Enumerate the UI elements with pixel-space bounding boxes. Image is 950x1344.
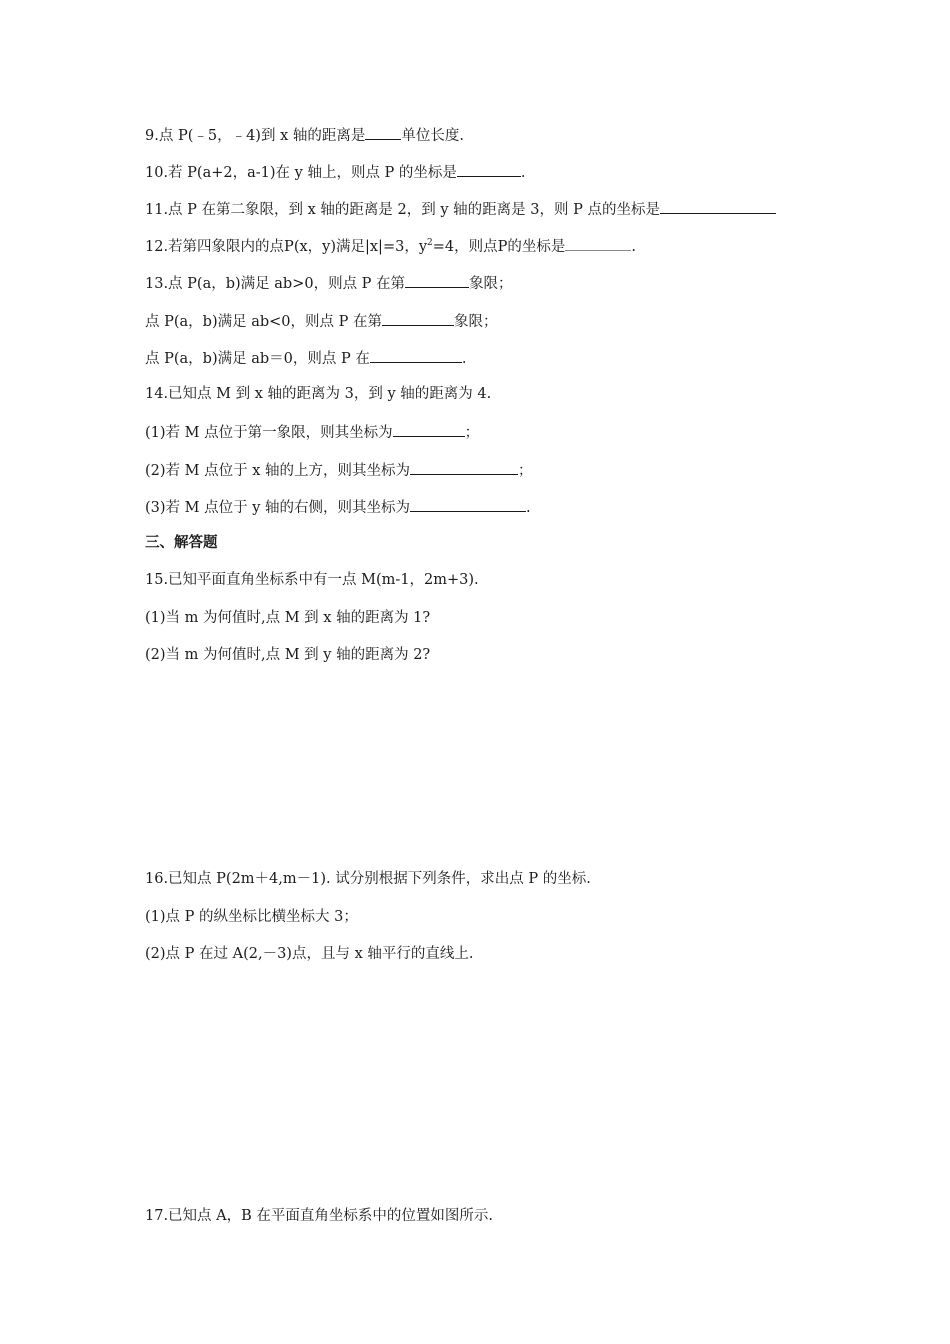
question-11-text: 11.点 P 在第二象限，到 x 轴的距离是 2，到 y 轴的距离是 3，则 P 点的坐标是: [145, 202, 660, 218]
question-14-part-1: [145, 421, 479, 443]
question-15-part-2: (2)当 m 为何值时,点 M 到 y 轴的距离为 2?: [145, 647, 431, 663]
question-15: 15.已知平面直角坐标系中有一点 M(m-1，2m+3).: [145, 572, 479, 588]
question-12-text: 12.若第四象限内的点P(x，y)满足|x|=3，y: [145, 239, 428, 255]
question-13c-suffix: .: [461, 351, 467, 367]
answer-blank[interactable]: [370, 347, 462, 363]
question-14-3-suffix: .: [526, 500, 531, 516]
question-10-text: 10.若 P(a+2，a-1)在 y 轴上，则点 P 的坐标是: [145, 165, 457, 181]
question-14-part-3: [145, 496, 531, 518]
question-11: [145, 198, 776, 220]
answer-blank[interactable]: [405, 272, 469, 288]
question-9: [145, 124, 464, 146]
question-14-part-2: [145, 459, 533, 481]
question-13: [145, 272, 513, 294]
question-14-1-text: (1)若 M 点位于第一象限，则其坐标为: [145, 425, 393, 441]
question-12: [145, 235, 636, 257]
question-13-text: 13.点 P(a，b)满足 ab>0，则点 P 在第: [145, 276, 406, 292]
question-13b-text: 点 P(a，b)满足 ab<0，则点 P 在第: [145, 314, 382, 330]
answer-blank[interactable]: [457, 161, 521, 177]
answer-blank[interactable]: [660, 198, 776, 214]
question-13b-suffix: 象限；: [454, 314, 498, 330]
question-14-2-suffix: ；: [518, 463, 533, 479]
question-14: [145, 384, 491, 404]
question-15-part-1: (1)当 m 为何值时,点 M 到 x 轴的距离为 1?: [145, 610, 431, 626]
answer-blank[interactable]: [565, 235, 631, 251]
question-9-suffix: 单位长度.: [401, 128, 464, 144]
question-16-part-1: (1)点 P 的纵坐标比横坐标大 3；: [145, 909, 358, 925]
answer-blank[interactable]: [410, 496, 526, 512]
question-10: [145, 161, 526, 183]
answer-blank[interactable]: [410, 459, 518, 475]
answer-blank[interactable]: [382, 310, 454, 326]
question-14-text: 14.已知点 M 到 x 轴的距离为 3，到 y 轴的距离为 4.: [145, 386, 492, 402]
question-13c: [145, 347, 466, 369]
answer-blank[interactable]: [393, 421, 465, 437]
question-13b: [145, 310, 498, 332]
question-16: 16.已知点 P(2m＋4,m－1). 试分别根据下列条件，求出点 P 的坐标.: [145, 871, 591, 887]
section-heading: 三、解答题: [145, 535, 218, 551]
question-9-text: 9.点 P(﹣5，﹣4)到 x 轴的距离是: [145, 128, 366, 144]
question-17: 17.已知点 A，B 在平面直角坐标系中的位置如图所示.: [145, 1208, 494, 1224]
question-10-suffix: .: [520, 165, 526, 181]
question-13-suffix: 象限；: [469, 276, 513, 292]
question-12-suffix: .: [631, 239, 636, 255]
question-14-2-text: (2)若 M 点位于 x 轴的上方，则其坐标为: [145, 463, 410, 479]
answer-blank[interactable]: [365, 124, 401, 140]
exponent: 2: [427, 238, 433, 248]
question-14-3-text: (3)若 M 点位于 y 轴的右侧，则其坐标为: [145, 500, 411, 516]
question-14-1-suffix: ；: [464, 425, 480, 441]
question-16-part-2: (2)点 P 在过 A(2,－3)点，且与 x 轴平行的直线上.: [145, 946, 474, 962]
question-12-mid: =4，则点P的坐标是: [432, 239, 566, 255]
question-13c-text: 点 P(a，b)满足 ab＝0，则点 P 在: [145, 351, 370, 367]
